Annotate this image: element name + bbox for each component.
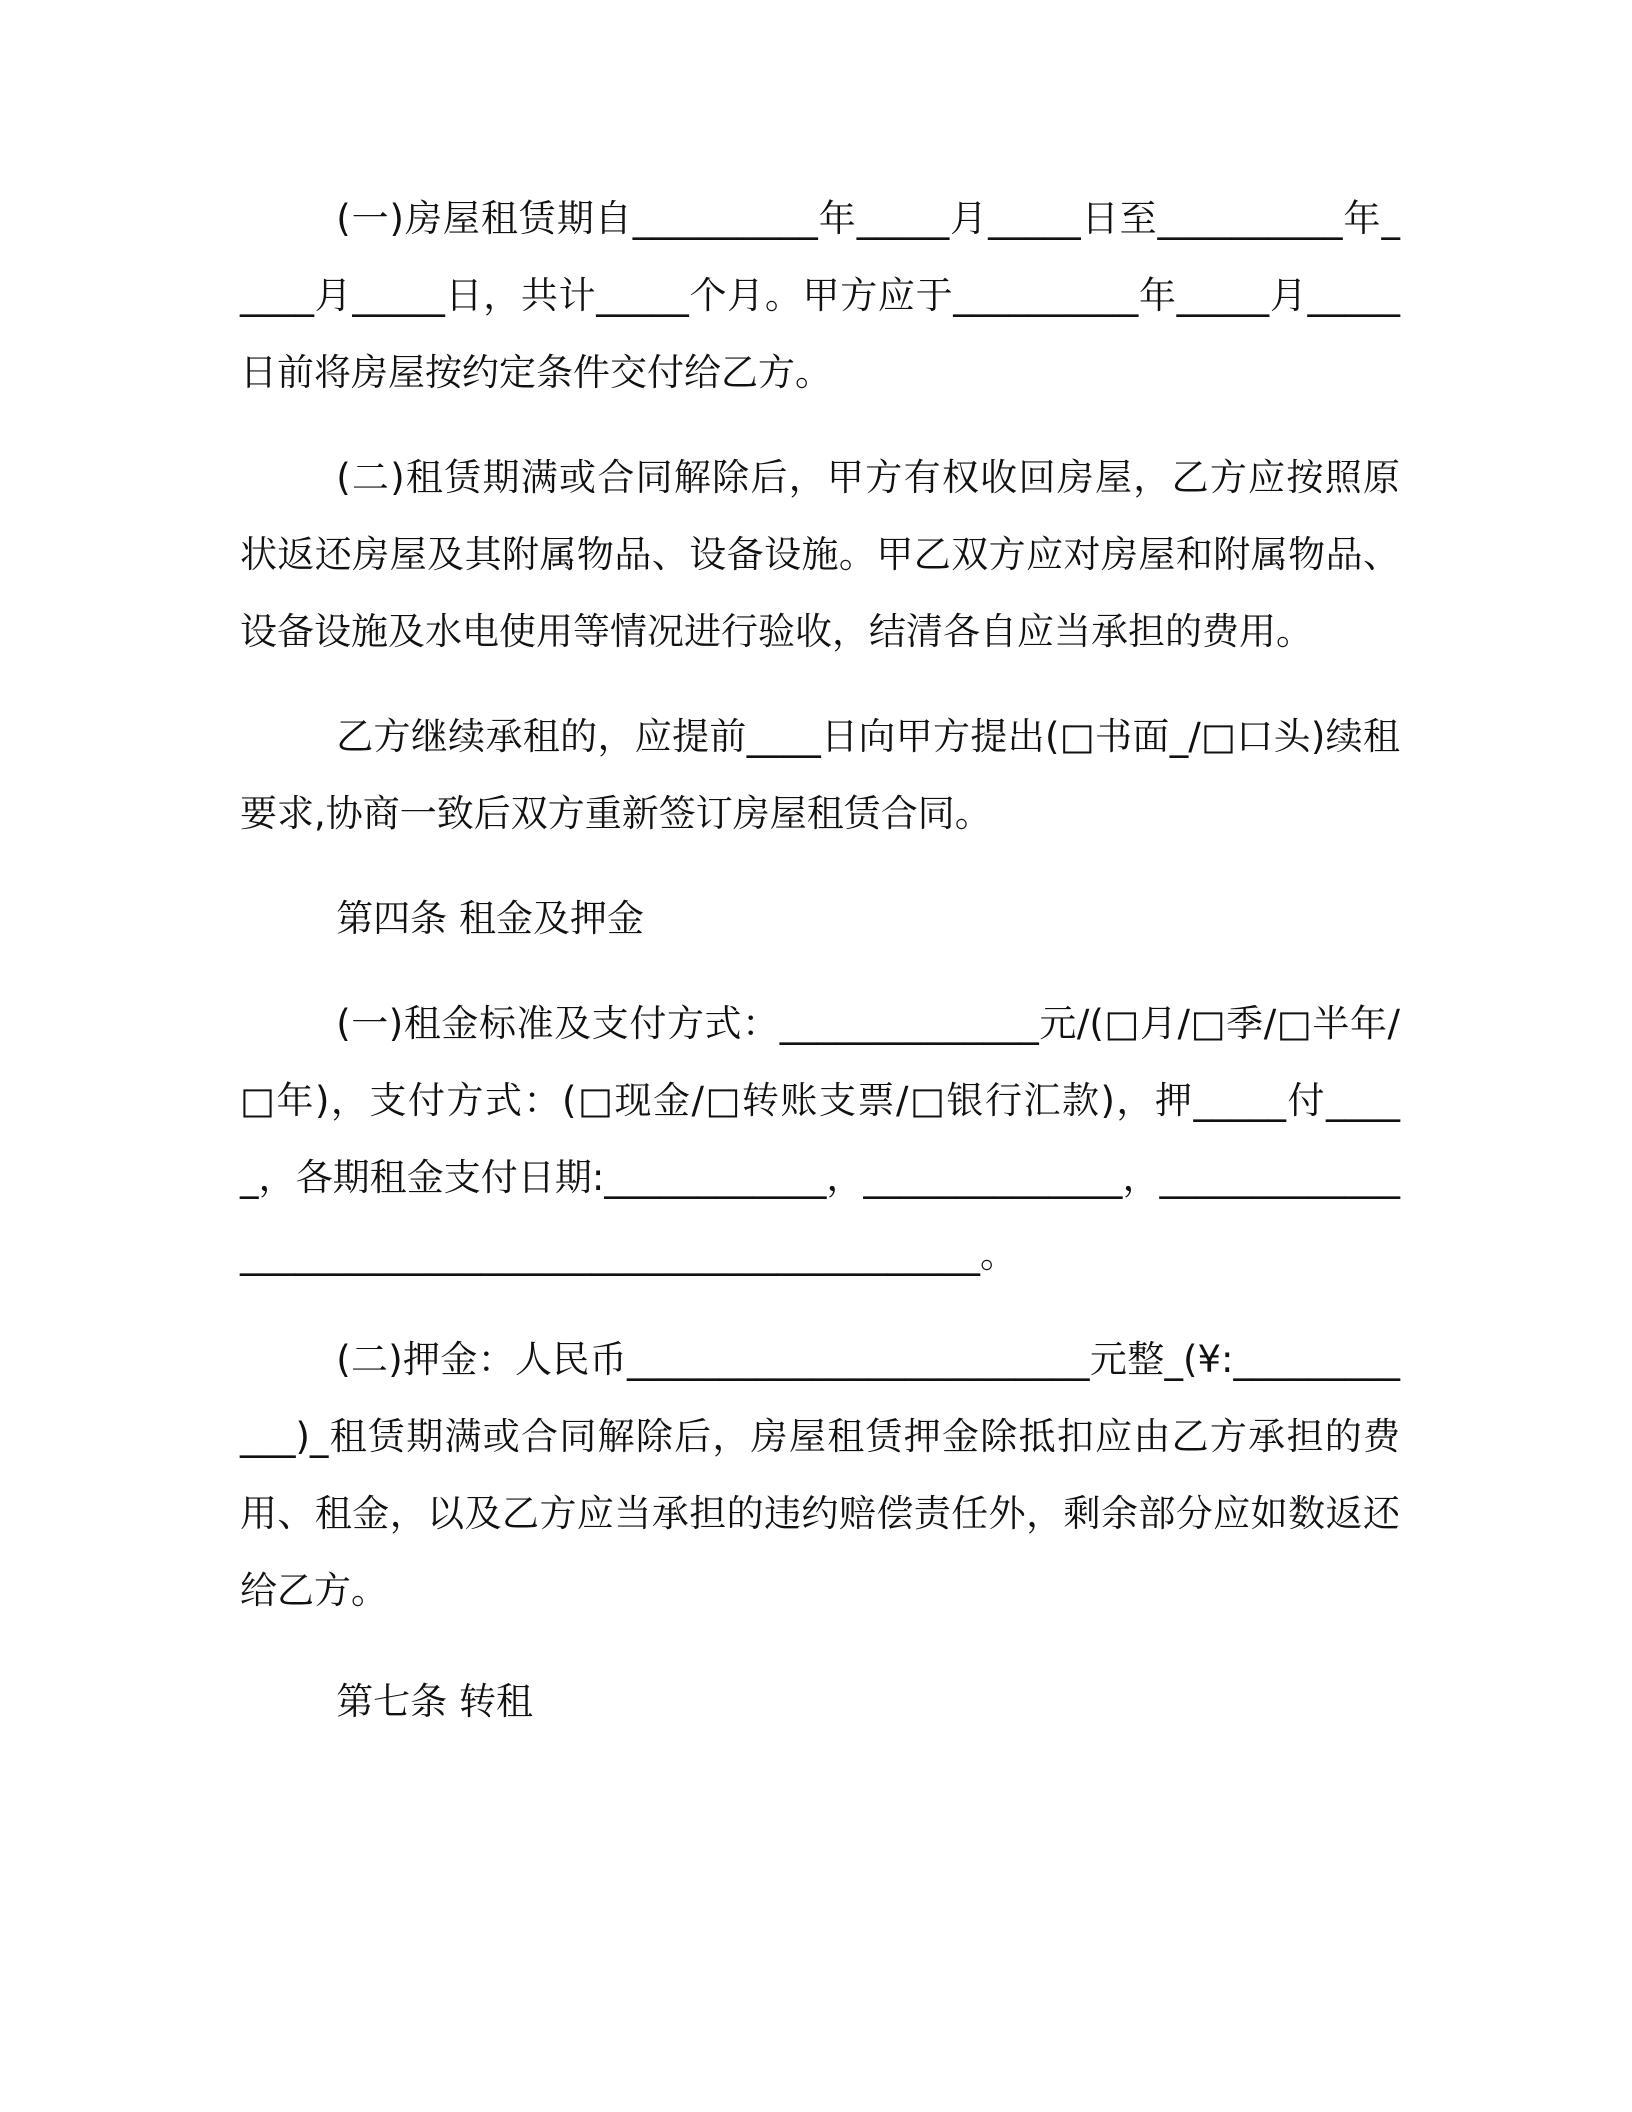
paragraph-lease-end: (二)租赁期满或合同解除后，甲方有权收回房屋，乙方应按照原状返还房屋及其附属物品、设备设施。甲乙双方应对房屋和附属物品、设备设施及水电使用等情况进行验收，结清各自应当承担的费用。	[240, 456, 1400, 653]
paragraph-lease-term: (一)房屋租赁期自__________年_____月_____日至__________年_____月_____日，共计_____个月。甲方应于__________年_____月_____日前将房屋按约定条件交付给乙方。	[240, 197, 1400, 394]
paragraph-rent-standard: (一)租金标准及支付方式：______________元/(□月/□季/□半年/□年)，支付方式：(□现金/□转账支票/□银行汇款)，押_____付_____，各期租金支付日期:____________，______________，_____________________________________________________。	[240, 1002, 1400, 1276]
paragraph-deposit: (二)押金：人民币_________________________元整_(¥:____________)_租赁期满或合同解除后，房屋租赁押金除抵扣应由乙方承担的费用、租金，以及乙方应当承担的违约赔偿责任外，剩余部分应如数返还给乙方。	[240, 1338, 1400, 1612]
article-4-heading: 第四条 租金及押金	[336, 897, 644, 940]
paragraph-renewal: 乙方继续承租的，应提前____日向甲方提出(□书面_/□口头)续租要求,协商一致后双方重新签订房屋租赁合同。	[240, 715, 1400, 835]
article-7-heading: 第七条 转租	[336, 1680, 533, 1723]
document-body	[240, 180, 1400, 1768]
